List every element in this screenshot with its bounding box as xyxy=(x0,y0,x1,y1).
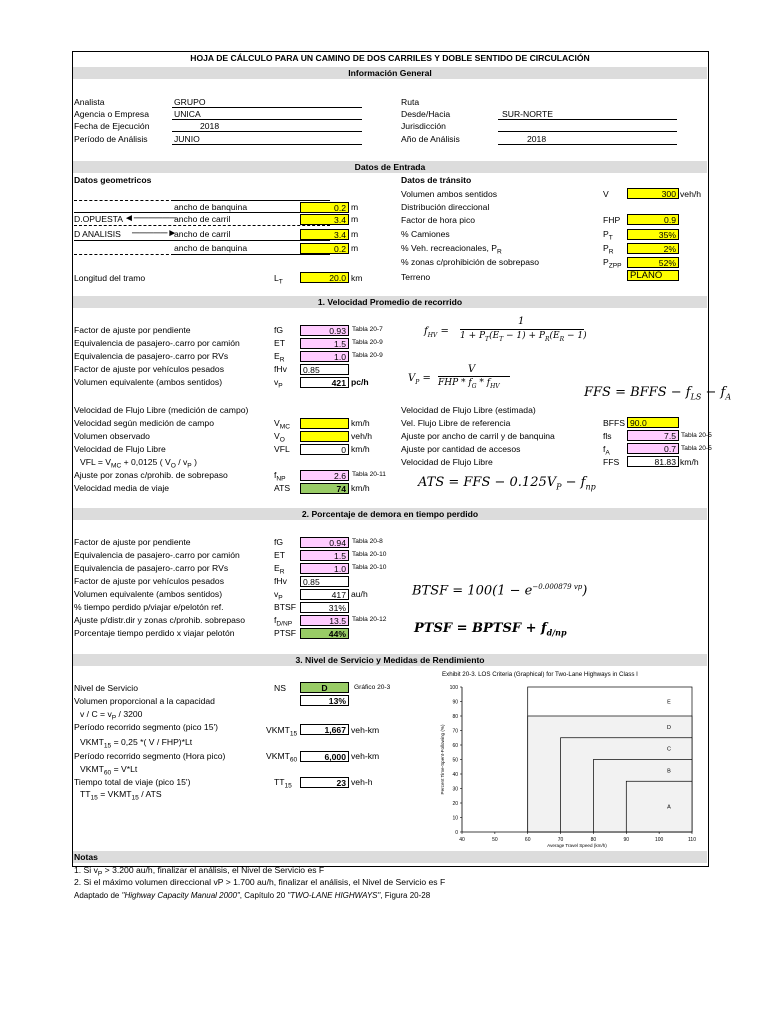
vmc-symbol: $V_{MC}$ xyxy=(274,418,290,431)
s1-r1-value: 0.93 xyxy=(300,325,349,336)
s2-r5-unit: au/h xyxy=(351,589,368,599)
y-tick-label: 30 xyxy=(452,786,458,793)
transito-title: Datos de tránsito xyxy=(401,175,472,185)
s2-r2-symbol: ET xyxy=(274,550,285,560)
s2-r5-value: 417 xyxy=(300,589,349,600)
vc-label: Volumen proporcional a la capacidad xyxy=(74,696,215,706)
y-tick-label: 80 xyxy=(452,714,458,720)
s2-r1-symbol: fG xyxy=(274,537,284,547)
x-tick-label: 90 xyxy=(623,837,630,843)
banquina1-unit: m xyxy=(351,202,359,212)
vfl-symbol: VFL xyxy=(274,444,290,454)
agencia-underline xyxy=(172,119,362,120)
cam-label: % Camiones xyxy=(401,229,450,239)
fa-label: Ajuste por cantidad de accesos xyxy=(401,444,521,454)
vmc-label: Velocidad según medición de campo xyxy=(74,418,214,428)
analista-label: Analista xyxy=(74,97,105,107)
fhp-symbol: FHP xyxy=(603,215,621,225)
road-edge-bottom xyxy=(74,254,174,255)
vfl-formula: VFL = $V_{MC} + 0,0125$ ( $V_O / v_P$ ) xyxy=(80,457,197,470)
rec-label: % Veh. recreacionales, $P_R$ xyxy=(401,243,502,256)
los-region-a xyxy=(626,781,692,832)
ns-ref: Gráfico 20-3 xyxy=(354,684,391,691)
s1-r1-ref: Tabla 20-7 xyxy=(352,326,383,333)
section-header-entrada: Datos de Entrada xyxy=(73,161,707,173)
s1-r3-label: Equivalencia de pasajero-.carro por RVs xyxy=(74,351,229,361)
x-axis-label: Average Travel Speed (km/h) xyxy=(547,843,607,848)
analista-value[interactable]: GRUPO xyxy=(174,97,206,107)
vo-unit: veh/h xyxy=(351,431,373,441)
los-label-d: D xyxy=(667,724,671,731)
ats-symbol: ATS xyxy=(274,483,291,493)
campo-title: Velocidad de Flujo Libre (medición de campo) xyxy=(74,405,249,415)
ats-unit: km/h xyxy=(351,483,370,493)
s1-r4-value: 0.85 xyxy=(300,364,349,375)
tt-symbol: $TT_{15}$ xyxy=(274,777,292,790)
periodo-label: Período de Análisis xyxy=(74,134,148,144)
longitud-label: Longitud del tramo xyxy=(74,273,146,283)
vmc-input[interactable] xyxy=(300,418,349,429)
los-chart xyxy=(432,680,700,858)
s2-r1-ref: Tabla 20-8 xyxy=(352,538,383,545)
vk60-symbol: $VKMT_{60}$ xyxy=(266,751,298,764)
s1-r5-symbol: $v_P$ xyxy=(274,377,283,390)
s1-r2-symbol: ET xyxy=(274,338,285,348)
banquina1-input[interactable]: 0.2 xyxy=(300,202,349,213)
y-axis-label: Percent Time-Spent-Following (%) xyxy=(440,724,445,795)
zonas-label: % zonas c/prohibición de sobrepaso xyxy=(401,257,540,267)
anio-label: Año de Análisis xyxy=(401,134,460,144)
vol-input[interactable]: 300 xyxy=(627,188,679,199)
x-tick-label: 80 xyxy=(590,837,597,843)
s1-r1-label: Factor de ajuste por pendiente xyxy=(74,325,191,335)
periodo-value[interactable]: JUNIO xyxy=(174,134,200,144)
los-label-a: A xyxy=(667,804,671,811)
carril2-input[interactable]: 3.4 xyxy=(300,229,349,240)
vk15-unit: veh-km xyxy=(351,725,380,735)
s2-r6-label: % tiempo perdido p/viajar e/pelotón ref. xyxy=(74,602,224,612)
vo-label: Volumen observado xyxy=(74,431,150,441)
ns-value: D xyxy=(300,682,349,693)
s2-r8-value: 44% xyxy=(300,628,349,639)
cam-symbol: $P_T$ xyxy=(603,229,613,242)
s1-r5-unit: pc/h xyxy=(351,377,369,387)
carril2-unit: m xyxy=(351,229,359,239)
los-label-b: B xyxy=(667,768,671,775)
vk60-label: Período recorrido segmento (Hora pico) xyxy=(74,751,226,761)
tt-unit: veh-h xyxy=(351,777,373,787)
los-label-e: E xyxy=(667,699,671,706)
s2-r4-value: 0.85 xyxy=(300,576,349,587)
fls-label: Ajuste por ancho de carril y de banquina xyxy=(401,431,555,441)
banquina2-input[interactable]: 0.2 xyxy=(300,243,349,254)
carril2-label: ancho de carril xyxy=(174,229,231,239)
cam-input[interactable]: 35% xyxy=(627,229,679,240)
vfl-value: 0 xyxy=(300,444,349,455)
agencia-value[interactable]: UNICA xyxy=(174,109,201,119)
fnp-ref: Tabla 20-11 xyxy=(352,471,386,478)
s2-r3-symbol: $E_R$ xyxy=(274,563,285,576)
longitud-symbol: $L_T$ xyxy=(274,273,283,286)
vo-symbol: $V_O$ xyxy=(274,431,285,444)
fls-symbol: fls xyxy=(603,431,612,441)
notes-header: Notas xyxy=(73,851,707,863)
vmc-unit: km/h xyxy=(351,418,370,428)
s1-r4-label: Factor de ajuste por vehículos pesados xyxy=(74,364,225,374)
ffs-formula: FFS = BFFS − $f_{LS} - f_A$ xyxy=(584,385,732,402)
arrow-left-icon: ◄────── xyxy=(124,213,177,224)
vfl-label: Velocidad de Flujo Libre xyxy=(74,444,166,454)
s1-r2-ref: Tabla 20-9 xyxy=(352,339,383,346)
x-tick-label: 110 xyxy=(688,837,696,843)
ffs-unit: km/h xyxy=(680,457,699,467)
tt-formula: $TT_{15}$ = $VKMT_{15}$ / ATS xyxy=(80,789,162,802)
s2-r2-label: Equivalencia de pasajero-.carro por camión xyxy=(74,550,240,560)
longitud-unit: km xyxy=(351,273,363,283)
s2-r7-ref: Tabla 20-12 xyxy=(352,616,387,623)
road-edge-bottom-solid xyxy=(174,254,330,255)
terreno-label: Terreno xyxy=(401,272,431,282)
fa-value: 0.7 xyxy=(627,443,679,454)
desde-value[interactable]: SUR-NORTE xyxy=(502,109,553,119)
ns-label: Nivel de Servicio xyxy=(74,683,138,693)
desde-underline xyxy=(498,119,677,120)
road-line-2 xyxy=(74,212,330,213)
ats-label: Velocidad media de viaje xyxy=(74,483,170,493)
anio-underline xyxy=(498,144,677,145)
vc-formula: $v / C = v_P / 3200$ xyxy=(80,709,143,722)
y-tick-label: 0 xyxy=(455,830,458,836)
fecha-value[interactable]: 2018 xyxy=(200,121,220,131)
road-edge-top-solid xyxy=(174,200,330,201)
ptsf-formula: PTSF = BPTSF + $f_{d/np}$ xyxy=(414,621,567,638)
s2-r6-value: 31% xyxy=(300,602,349,613)
sheet-title: HOJA DE CÁLCULO PARA UN CAMINO DE DOS CARRILES Y DOBLE SENTIDO DE CIRCULACIÓN xyxy=(190,53,590,63)
ats-value: 74 xyxy=(300,483,349,494)
carril1-label: ancho de carril xyxy=(174,214,231,224)
s1-r3-ref: Tabla 20-9 xyxy=(352,352,383,359)
s1-r1-symbol: fG xyxy=(274,325,284,335)
chart-title: Exhibit 20-3. LOS Criteria (Graphical) for Two-Lane Highways in Class I xyxy=(442,671,638,678)
desde-label: Desde/Hacia xyxy=(401,109,451,119)
x-tick-label: 60 xyxy=(524,837,531,843)
s1-r4-symbol: fHv xyxy=(274,364,287,374)
bffs-symbol: BFFS xyxy=(603,418,625,428)
s2-r3-label: Equivalencia de pasajero-.carro por RVs xyxy=(74,563,229,573)
tt-value: 23 xyxy=(300,777,349,788)
vo-input[interactable] xyxy=(300,431,349,442)
arrow-right-icon: ─────► xyxy=(132,228,178,239)
y-tick-label: 60 xyxy=(452,743,458,749)
analista-underline xyxy=(172,107,362,108)
fecha-label: Fecha de Ejecución xyxy=(74,121,150,131)
vol-symbol: V xyxy=(603,189,609,199)
btsf-formula: BTSF = $100(1 - e^{-0.000879 vp})$ xyxy=(412,583,588,599)
road-line-4 xyxy=(74,240,330,241)
vk15-value: 1,667 xyxy=(300,724,349,735)
s2-r1-label: Factor de ajuste por pendiente xyxy=(74,537,191,547)
s2-r5-label: Volumen equivalente (ambos sentidos) xyxy=(74,589,223,599)
s2-r7-value: 13.5 xyxy=(300,615,349,626)
s2-r5-symbol: $v_P$ xyxy=(274,589,283,602)
longitud-input[interactable]: 20.0 xyxy=(300,272,349,283)
agencia-label: Agencia o Empresa xyxy=(74,109,149,119)
y-tick-label: 10 xyxy=(452,815,458,822)
vk15-symbol: $VKMT_{15}$ xyxy=(266,725,298,738)
s1-r3-symbol: $E_R$ xyxy=(274,351,285,364)
rec-input[interactable]: 2% xyxy=(627,243,679,254)
s2-r8-symbol: PTSF xyxy=(274,628,296,638)
section-header-general: Información General xyxy=(73,67,707,79)
s2-r2-value: 1.5 xyxy=(300,550,349,561)
source-note: Adaptado de "Highway Capacity Manual 2000", Capítulo 20 "TWO-LANE HIGHWAYS", Figura 20-28 xyxy=(74,891,431,900)
banquina2-unit: m xyxy=(351,243,359,253)
x-tick-label: 40 xyxy=(459,837,465,843)
fnp-symbol: $f_{NP}$ xyxy=(274,470,286,483)
opuesta-label: D.OPUESTA xyxy=(74,214,124,224)
vk60-value: 6,000 xyxy=(300,751,349,762)
y-tick-label: 40 xyxy=(452,772,458,778)
banquina1-label: ancho de banquina xyxy=(174,202,248,212)
vk15-label: Período recorrido segmento (pico 15') xyxy=(74,722,218,732)
ffs-label: Velocidad de Flujo Libre xyxy=(401,457,493,467)
vk15-formula: $VKMT_{15} = 0,25$ *( V / FHP)*Lt xyxy=(80,737,193,750)
vk60-unit: veh-km xyxy=(351,751,380,761)
road-edge-top xyxy=(74,200,174,201)
y-tick-label: 50 xyxy=(452,757,458,764)
s1-r2-value: 1.5 xyxy=(300,338,349,349)
anio-value[interactable]: 2018 xyxy=(527,134,547,144)
vc-value: 13% xyxy=(300,695,349,706)
note-2: 2. Si el máximo volumen direccional vP > 1.700 au/h, finalizar el análisis, el Nivel de Servicio es F xyxy=(74,877,446,887)
section-header-2: 2. Porcentaje de demora en tiempo perdido xyxy=(73,508,707,520)
x-tick-label: 50 xyxy=(492,837,498,843)
ruta-label: Ruta xyxy=(401,97,420,107)
s1-r2-label: Equivalencia de pasajero-.carro por camión xyxy=(74,338,240,348)
ffs-symbol: FFS xyxy=(603,457,620,467)
tt-label: Tiempo total de viaje (pico 15') xyxy=(74,777,191,787)
s2-r4-symbol: fHv xyxy=(274,576,287,586)
vol-unit: veh/h xyxy=(680,189,702,199)
y-tick-label: 70 xyxy=(452,728,458,735)
s2-r2-ref: Tabla 20-10 xyxy=(352,551,387,558)
x-tick-label: 100 xyxy=(654,837,664,843)
fecha-underline xyxy=(172,131,362,132)
analisis-label: D ANALISIS xyxy=(74,229,121,239)
terreno-select[interactable]: PLANO xyxy=(627,270,679,281)
jurisdiccion-label: Jurisdicción xyxy=(401,121,446,131)
bffs-label: Vel. Flujo Libre de referencia xyxy=(401,418,511,428)
ns-symbol: NS xyxy=(274,683,286,693)
s1-r5-label: Volumen equivalente (ambos sentidos) xyxy=(74,377,223,387)
periodo-underline xyxy=(172,144,362,145)
carril1-unit: m xyxy=(351,214,359,224)
fhp-input[interactable]: 0.9 xyxy=(627,214,679,225)
zonas-input[interactable]: 52% xyxy=(627,257,679,268)
s2-r7-label: Ajuste p/distr.dir y zonas c/prohib. sobrepaso xyxy=(74,615,246,625)
road-centerline xyxy=(74,225,330,226)
carril1-input[interactable]: 3.4 xyxy=(300,214,349,225)
bffs-input[interactable]: 90.0 xyxy=(627,417,679,428)
fhp-label: Factor de hora pico xyxy=(401,215,476,225)
zonas-symbol: $P_{ZPP}$ xyxy=(603,257,622,270)
est-title: Velocidad de Flujo Libre (estimada) xyxy=(401,405,536,415)
s2-r3-ref: Tabla 20-10 xyxy=(352,564,387,571)
dist-label: Distribución direccional xyxy=(401,202,490,212)
fls-ref: Tabla 20-5 xyxy=(681,432,712,439)
vfl-unit: km/h xyxy=(351,444,370,454)
section-header-1: 1. Velocidad Promedio de recorrido xyxy=(73,296,707,308)
vk60-formula: $VKMT_{60} = V*Lt$ xyxy=(80,764,138,777)
x-tick-label: 70 xyxy=(557,837,564,843)
banquina2-label: ancho de banquina xyxy=(174,243,248,253)
s2-r6-symbol: BTSF xyxy=(274,602,296,612)
section-header-3: 3. Nivel de Servicio y Medidas de Rendimiento xyxy=(73,654,707,666)
ats-formula: ATS = FFS − $0.125V_P - f_{np}$ xyxy=(418,475,596,492)
fls-value: 7.5 xyxy=(627,430,679,441)
y-tick-label: 100 xyxy=(449,685,458,691)
fnp-value: 2.6 xyxy=(300,470,349,481)
los-label-c: C xyxy=(667,746,671,753)
geo-title: Datos geometricos xyxy=(74,175,152,185)
jurisdiccion-underline xyxy=(498,131,677,132)
s2-r3-value: 1.0 xyxy=(300,563,349,574)
note-1: 1. Si $v_P > 3.200$ au/h, finalizar el análisis, el Nivel de Servicio es F xyxy=(74,865,325,878)
fa-ref: Tabla 20-5 xyxy=(681,445,712,452)
vol-label: Volumen ambos sentidos xyxy=(401,189,498,199)
y-tick-label: 20 xyxy=(452,801,458,807)
rec-symbol: $P_R$ xyxy=(603,243,614,256)
s2-r7-symbol: $f_{D/NP}$ xyxy=(274,615,293,628)
fnp-label: Ajuste por zonas c/prohib. de sobrepaso xyxy=(74,470,228,480)
s2-r4-label: Factor de ajuste por vehículos pesados xyxy=(74,576,225,586)
y-tick-label: 90 xyxy=(452,699,458,706)
s1-r5-value: 421 xyxy=(300,377,349,388)
ffs-value: 81.83 xyxy=(627,456,679,467)
s1-r3-value: 1.0 xyxy=(300,351,349,362)
s2-r8-label: Porcentaje tiempo perdido x viajar pelotón xyxy=(74,628,235,638)
fa-symbol: $f_A$ xyxy=(603,444,610,457)
s2-r1-value: 0.94 xyxy=(300,537,349,548)
